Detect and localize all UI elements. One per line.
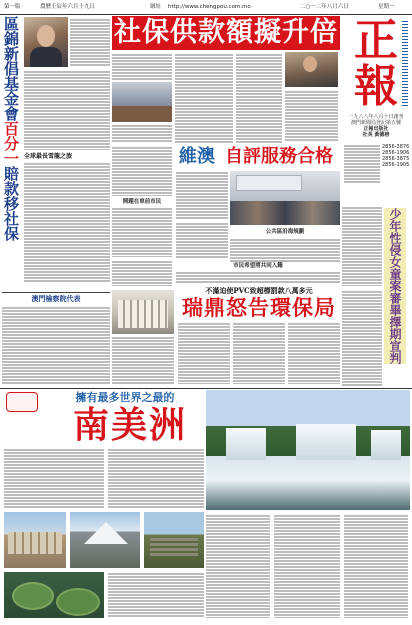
politician-photo	[24, 17, 68, 67]
left-subheading-1	[24, 152, 110, 161]
mid-lower-text-1	[178, 322, 230, 384]
masthead-vertical-strip	[402, 20, 408, 108]
travel-text-left-1	[4, 448, 104, 508]
travel-lead: 擁有最多世界之最的	[75, 391, 175, 404]
main-article-col-1	[112, 53, 172, 81]
left-article-text-3	[24, 162, 110, 282]
masthead-contact-lines	[344, 144, 380, 184]
mid-subheading-3	[176, 262, 340, 270]
mid-subheading-1	[112, 198, 172, 206]
sub-hk-headline-right: 自評服務合格	[225, 146, 333, 167]
mid-left-text-2	[112, 207, 172, 257]
masthead-publisher-2: 社長 黃德榜	[362, 132, 390, 138]
meeting-table	[112, 106, 172, 122]
travel-headline: 南美洲	[72, 404, 187, 446]
main-headline: 社保供款額擬升倍	[114, 17, 338, 48]
right-vertical-headline	[384, 208, 408, 388]
mid-headline: 瑞鼎怒告環保局	[182, 295, 336, 320]
mountain-peak	[84, 522, 128, 544]
masthead-name-bottom: 報	[354, 61, 398, 112]
factory-photo	[112, 290, 174, 334]
left-headline-4: 移社保	[2, 196, 20, 241]
mid-lower-text-left-2	[112, 336, 174, 384]
mid-subheading-1-text: 開題在車前市民	[122, 199, 162, 205]
left-lower-headline	[2, 292, 110, 305]
sub-hk-text-1	[176, 171, 228, 219]
travel-section-divider	[0, 388, 412, 389]
masthead	[342, 16, 410, 206]
main-article-col-3	[236, 53, 282, 143]
main-article-col-2	[175, 53, 233, 143]
left-article-text-2	[24, 70, 110, 150]
phone-4: 2856-1905	[382, 162, 410, 168]
main-article-col-1b	[112, 124, 172, 142]
lily-pad-photo	[4, 572, 104, 618]
travel-text-right-1	[206, 514, 270, 618]
waterfall-cascade-3	[371, 430, 401, 460]
sub-hk-text-2	[176, 222, 228, 258]
sub-hk-text-3	[230, 238, 340, 262]
conference-banner	[236, 175, 302, 191]
travel-text-left-2	[108, 448, 204, 508]
portrait-head	[37, 25, 55, 47]
mid-lower-text-left-1	[112, 260, 172, 286]
left-article-text-1	[70, 18, 110, 66]
factory-shelves	[118, 300, 168, 328]
city-buildings	[8, 532, 62, 554]
sub-hk-headline-left: 維澳	[179, 146, 215, 167]
meeting-photo	[112, 82, 172, 122]
masthead-info-2: 澳門新聞局登記第五號	[350, 120, 401, 126]
protest-photo	[285, 52, 338, 87]
header-bar	[0, 0, 412, 15]
left-headline-1: 區錦新倡基金會	[2, 16, 20, 121]
left-vertical-headline	[2, 16, 22, 290]
mid-kicker: 不滿迫使PVC致超標罰款八萬多元	[205, 286, 313, 295]
mid-left-text-1	[112, 146, 172, 196]
city-photo	[4, 512, 66, 568]
phone-3: 2856-3875	[382, 156, 410, 162]
phone-1: 2856-3876	[382, 144, 410, 150]
mid-lower-text-2	[233, 322, 285, 384]
mid-subheading-3-text: 市民希望將共同入籍	[233, 263, 283, 269]
sub-hk-text-4	[176, 271, 340, 283]
phone-2: 2856-1906	[382, 150, 410, 156]
left-lower-text	[2, 306, 110, 384]
portrait-suit	[30, 47, 62, 67]
left-lower-headline-text: 澳門檢察院代表	[31, 294, 81, 303]
masthead-phones	[382, 144, 410, 168]
travel-text-left-3	[108, 572, 204, 618]
masthead-publisher-1: 正報出版社	[363, 126, 389, 132]
waterfall-cascade-2	[296, 424, 356, 460]
mid-subheading-2	[230, 228, 340, 236]
website-label: 網址	[150, 4, 162, 10]
right-column-text-1	[342, 206, 382, 286]
conference-people	[230, 201, 340, 225]
right-vertical-headline-text: 少年性侵女童案審畢擇期宣判	[384, 208, 406, 364]
left-subheading-1-text: 全球最長雪龍之旅	[24, 153, 73, 160]
main-headline-box	[112, 16, 340, 50]
travel-text-right-3	[344, 514, 408, 618]
mid-subheading-2-text: 公共區沿海規劃	[265, 229, 305, 235]
mid-lower-text-3	[288, 322, 340, 384]
ruins-terraces	[150, 538, 198, 556]
lily-pad-1	[12, 582, 54, 610]
protest-article	[285, 90, 338, 142]
mountain-photo	[70, 512, 140, 568]
masthead-info-1: 一九八八年八月十日創刊	[348, 114, 404, 120]
sub-hk-headline-box	[176, 146, 340, 168]
masthead-info	[344, 114, 408, 138]
left-headline-3: 賠款	[2, 166, 20, 196]
weekday: 星期一	[378, 4, 395, 10]
waterfall-photo	[206, 390, 410, 510]
travel-text-right-2	[274, 514, 340, 618]
lunar-date: 農曆壬辰年六月十九日	[40, 4, 96, 10]
page-label: 第一版	[4, 4, 21, 10]
waterfall-cascade-1	[226, 428, 266, 460]
website-url[interactable]: http://www.chengpou.com.mo	[168, 4, 251, 10]
masthead-name-top: 正	[354, 15, 398, 66]
protest-person	[303, 56, 317, 72]
conference-photo	[230, 171, 340, 225]
lily-pad-2	[56, 588, 100, 616]
right-column-text-2	[342, 290, 382, 386]
ruins-photo	[144, 512, 204, 568]
travel-tag	[6, 392, 38, 412]
left-headline-2: 百分一	[2, 121, 20, 166]
issue-date: 二○一二年八月六日	[300, 4, 349, 10]
